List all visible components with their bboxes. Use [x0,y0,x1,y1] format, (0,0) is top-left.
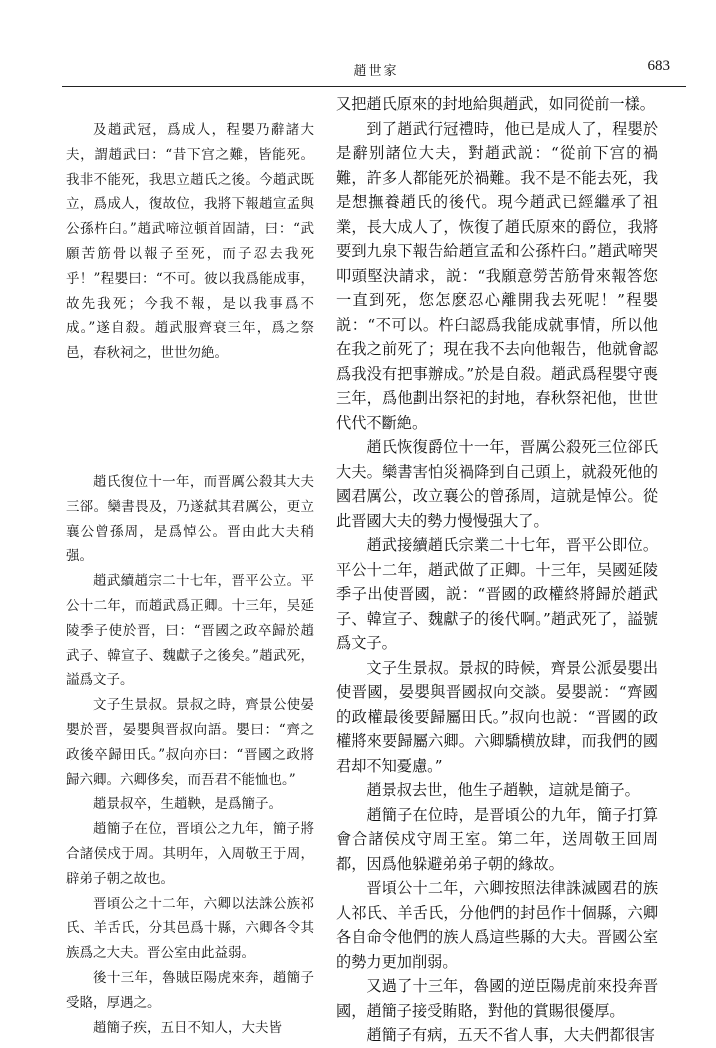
page-number: 683 [647,58,670,74]
translation-paragraph: 趙景叔去世，他生子趙鞅，這就是簡子。 [366,781,640,799]
original-paragraph: 趙氏復位十一年，而晋厲公殺其大夫三郤。欒書畏及，乃遂弑其君厲公，更立襄公曾孫周，是爲悼公。晋由此大夫稍强。 [66,473,314,565]
translation-paragraph: 趙簡子在位時，是晋頃公的九年，簡子打算會合諸侯戍守周王室。第二年，送周敬王回周都，因爲他躲避弟弟子朝的緣故。 [336,805,658,873]
original-text-column [66,118,314,1040]
translation-paragraph: 晋頃公十二年，六卿按照法律誅滅國君的族人祁氏、羊舌氏，分他們的封邑作十個縣，六卿各自命令他們的族人爲這些縣的大夫。晋國公室的勢力更加削弱。 [336,879,658,971]
translation-paragraph: 趙武接續趙氏宗業二十七年，晋平公即位。平公十二年，趙武做了正卿。十三年，吴國延陵季子出使晋國，説：“晋國的政權終將歸於趙武子、韓宣子、魏獻子的後代啊。”趙武死了，謚號爲文子。 [336,536,658,652]
original-paragraph: 文子生景叔。景叔之時，齊景公使晏嬰於晋，晏嬰與晋叔向語。嬰曰：“齊之政後卒歸田氏。”叔向亦曰：“晋國之政將歸六卿。六卿侈矣，而吾君不能恤也。” [66,697,314,788]
original-paragraph: 趙簡子疾，五日不知人，大夫皆 [93,1019,282,1036]
original-paragraph: 晋頃公之十二年，六卿以法誅公族祁氏、羊舌氏，分其邑爲十縣，六卿各令其族爲之大夫。晋公室由此益弱。 [66,895,314,962]
original-paragraph: 趙簡子在位，晋頃公之九年，簡子將合諸侯戍于周。其明年，入周敬王于周，辟弟子朝之故也。 [66,821,314,887]
page-header [60,58,692,80]
original-paragraph: 趙武續趙宗二十七年，晋平公立。平公十二年，而趙武爲正卿。十三年，吴延陵季子使於晋，曰：“晋國之政卒歸於趙武子、韓宣子、魏獻子之後矣。”趙武死，謚爲文子。 [66,573,314,689]
running-title: 趙世家 [353,64,399,79]
header-rule [62,86,686,87]
translation-text-column [336,92,658,1048]
original-paragraph: 趙景叔卒，生趙鞅，是爲簡子。 [93,796,282,813]
paragraph-spacer [66,366,314,470]
translation-paragraph: 又過了十三年，魯國的逆臣陽虎前來投奔晋國，趙簡子接受賄賂，對他的賞賜很優厚。 [336,977,658,1020]
translation-paragraph: 文子生景叔。景叔的時候，齊景公派晏嬰出使晋國，晏嬰與晋國叔向交談。晏嬰説：“齊國的政權最後要歸屬田氏。”叔向也説：“晋國的政權將來要歸屬六卿。六卿驕横放肆，而我們的國君却不知憂慮。” [336,658,658,775]
translation-paragraph: 到了趙武行冠禮時，他已是成人了，程嬰於是辭别諸位大夫，對趙武説：“從前下宫的禍難，許多人都能死於禍難。我不是不能去死，我是想撫養趙氏的後代。現今趙武已經繼承了祖業，長大成人了，恢復了趙氏原來的爵位，我將要到九泉下報告給趙宣孟和公孫杵臼。”趙武啼哭叩頭堅決請求，説：“我願意勞苦筋骨來報答您一直到死，您怎麽忍心離開我去死呢！”程嬰説：“不可以。杵臼認爲我能成就事情，所以他在我之前死了；現在我不去向他報告，他就會認爲我没有把事辦成。”於是自殺。趙武爲程嬰守喪三年，爲他劃出祭祀的封地，春秋祭祀他，世世代代不斷絶。 [336,119,658,432]
translation-paragraph: 趙氏恢復爵位十一年，晋厲公殺死三位郤氏大夫。欒書害怕災禍降到自己頭上，就殺死他的國君厲公，改立襄公的曾孫周，這就是悼公。從此晋國大夫的勢力慢慢强大了。 [336,438,658,530]
original-paragraph: 後十三年，魯賊臣陽虎來奔，趙簡子受賂，厚遇之。 [66,969,314,1011]
translation-paragraph: 又把趙氏原來的封地給與趙武，如同從前一樣。 [336,95,655,113]
translation-paragraph: 趙簡子有病，五天不省人事，大夫們都很害 [366,1026,655,1044]
original-paragraph: 及趙武冠，爲成人，程嬰乃辭諸大夫，謂趙武曰：“昔下宫之難，皆能死。我非不能死，我思立趙氏之後。今趙武既立，爲成人，復故位，我將下報趙宣孟與公孫杵臼。”趙武啼泣頓首固請，曰：“武願苦筋骨以報子至死，而子忍去我死乎！”程嬰曰：“不可。彼以我爲能成事，故先我死；今我不報，是以我事爲不成。”遂自殺。趙武服齊衰三年，爲之祭邑，春秋祠之，世世勿絶。 [66,122,314,362]
